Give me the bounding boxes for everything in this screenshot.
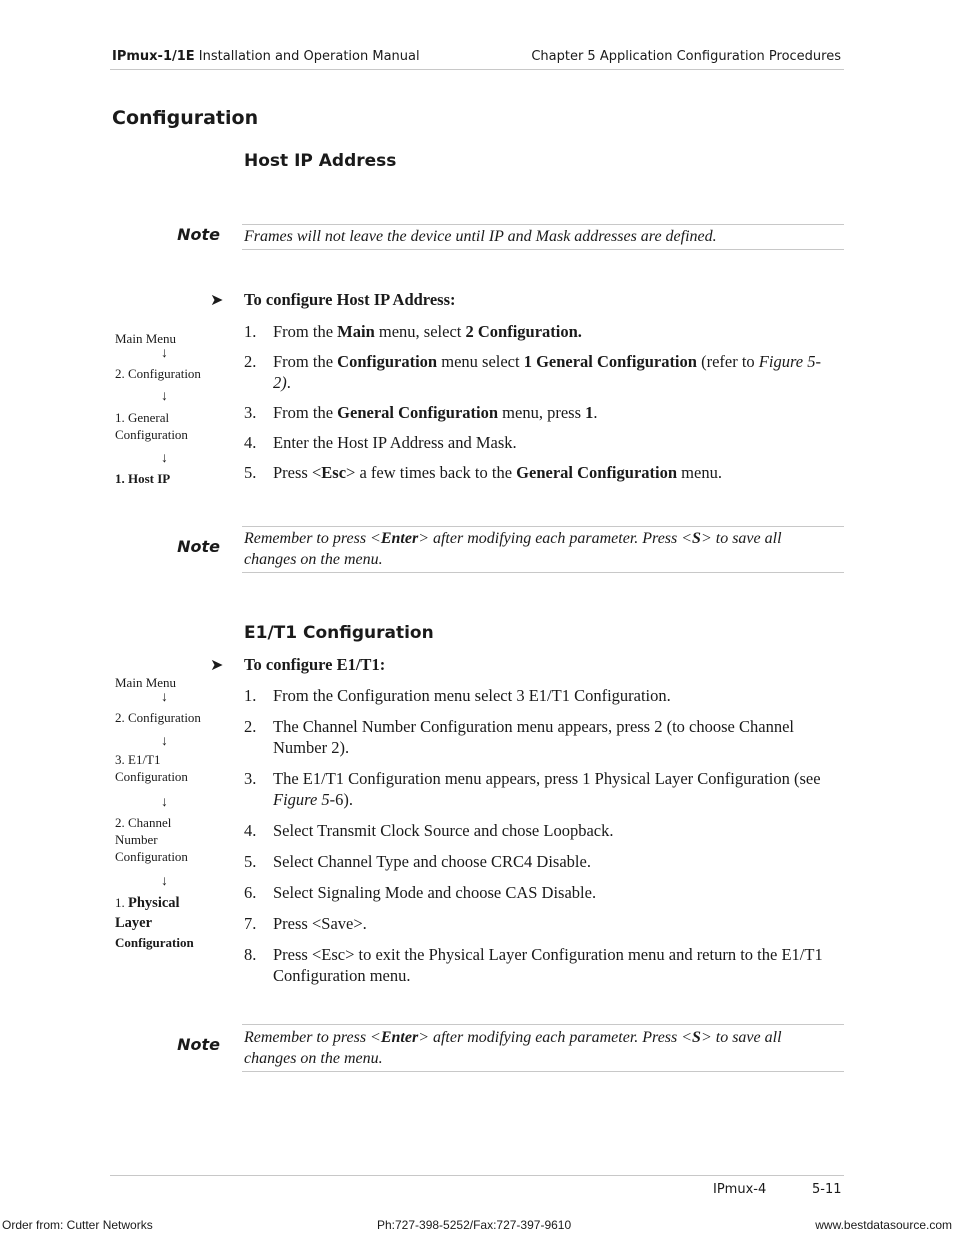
list-item: 1. From the Configuration menu select 3 E1/T1 Configuration.: [244, 686, 671, 705]
side-path-general-configuration: 1. General Configuration: [115, 410, 188, 442]
header-rule: [110, 69, 844, 70]
note-rule-bottom: [242, 572, 844, 573]
footer-website-link[interactable]: www.bestdatasource.com: [815, 1218, 952, 1232]
figure-reference[interactable]: Figure 5-2): [273, 352, 821, 392]
note-rule-top: [242, 224, 844, 225]
note-text: Remember to press <Enter> after modifying each parameter. Press <S> to save all changes on the menu.: [244, 530, 782, 568]
footer-phone-fax: Ph:727-398-5252/Fax:727-397-9610: [377, 1218, 572, 1232]
list-item: 4. Select Transmit Clock Source and chose Loopback.: [244, 821, 614, 840]
section-title: Configuration: [112, 107, 259, 129]
footer-order-from: Order from: Cutter Networks: [2, 1218, 153, 1232]
procedure-title: To configure Host IP Address:: [244, 290, 456, 309]
note-text: Remember to press <Enter> after modifying each parameter. Press <S> to save all changes on the menu.: [244, 1029, 782, 1067]
note-rule-top: [242, 1024, 844, 1025]
procedure-arrow-icon: ➤: [210, 292, 224, 309]
down-arrow-icon: ↓: [161, 734, 168, 749]
side-path-configuration: 2. Configuration: [115, 366, 201, 381]
down-arrow-icon: ↓: [161, 795, 168, 810]
list-item: 8. Press <Esc> to exit the Physical Layer Configuration menu and return to the E1/T1 Configuration menu.: [244, 945, 823, 985]
down-arrow-icon: ↓: [161, 690, 168, 705]
procedure-arrow-icon: ➤: [210, 657, 224, 674]
down-arrow-icon: ↓: [161, 451, 168, 466]
list-item: 5. Select Channel Type and choose CRC4 Disable.: [244, 852, 591, 871]
note-label: Note: [177, 225, 220, 244]
list-item: 2. The Channel Number Configuration menu appears, press 2 (to choose Channel Number 2).: [244, 717, 794, 757]
list-item: 3. From the General Configuration menu, press 1.: [244, 403, 598, 422]
side-path-channel-number-configuration: 2. Channel Number Configuration: [115, 815, 188, 864]
down-arrow-icon: ↓: [161, 346, 168, 361]
note-rule-bottom: [242, 249, 844, 250]
list-item: 7. Press <Save>.: [244, 914, 367, 933]
note-text: Frames will not leave the device until IP and Mask addresses are defined.: [244, 228, 717, 245]
side-path-e1t1-configuration: 3. E1/T1 Configuration: [115, 752, 188, 784]
side-path-physical-layer-configuration: 1. Physical Layer Configuration: [115, 895, 194, 950]
running-header-chapter: Chapter 5 Application Configuration Procedures: [531, 49, 841, 64]
side-path-host-ip: 1. Host IP: [115, 471, 171, 486]
list-item: 4. Enter the Host IP Address and Mask.: [244, 433, 517, 452]
note-label: Note: [177, 1035, 220, 1054]
footer-rule: [110, 1175, 844, 1176]
running-header-title: IPmux-1/1E Installation and Operation Manual: [112, 49, 420, 64]
host-ip-steps: [244, 321, 834, 483]
list-item: 5. Press <Esc> a few times back to the General Configuration menu.: [244, 463, 722, 482]
list-item: 2. From the Configuration menu select 1 General Configuration (refer to Figure 5-2).: [244, 352, 821, 392]
subsection-title-e1t1: E1/T1 Configuration: [244, 623, 434, 643]
side-path-main-menu: Main Menu: [115, 675, 177, 690]
note-rule-bottom: [242, 1071, 844, 1072]
footer-page-number: 5-11: [812, 1182, 842, 1197]
side-path-configuration: 2. Configuration: [115, 710, 201, 725]
down-arrow-icon: ↓: [161, 874, 168, 889]
note-rule-top: [242, 526, 844, 527]
procedure-title: To configure E1/T1:: [244, 655, 386, 674]
down-arrow-icon: ↓: [161, 389, 168, 404]
list-item: 6. Select Signaling Mode and choose CAS Disable.: [244, 883, 597, 902]
list-item: 3. The E1/T1 Configuration menu appears, press 1 Physical Layer Configuration (see Figure 5-6).: [244, 769, 821, 809]
side-path-main-menu: Main Menu: [115, 331, 177, 346]
subsection-title-host-ip: Host IP Address: [244, 151, 397, 171]
footer-product: IPmux-4: [713, 1182, 767, 1197]
e1t1-steps: [244, 685, 834, 986]
list-item: 1. From the Main menu, select 2 Configuration.: [244, 322, 582, 341]
note-label: Note: [177, 537, 220, 556]
figure-reference[interactable]: Figure 5-: [273, 790, 336, 809]
